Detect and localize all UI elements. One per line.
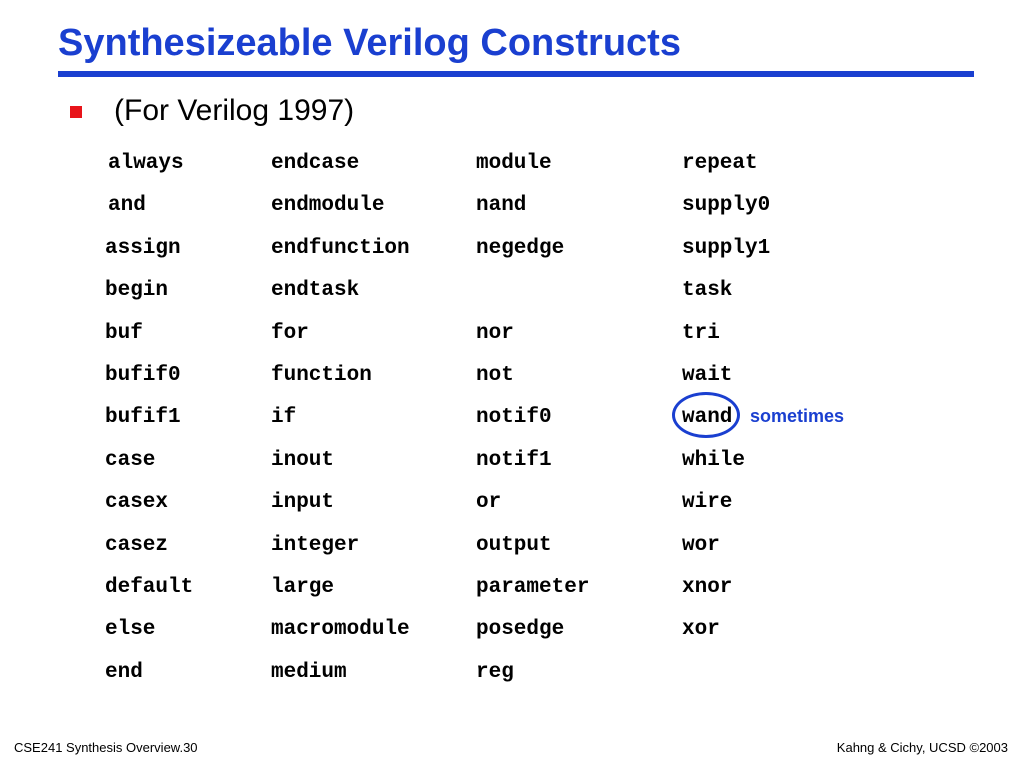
keyword-2-4: endtask xyxy=(271,279,360,302)
keyword-1-1: always xyxy=(108,152,184,175)
keyword-1-4: begin xyxy=(105,279,169,302)
keyword-1-9: casex xyxy=(105,491,169,514)
keyword-1-8: case xyxy=(105,449,156,472)
keyword-1-10: casez xyxy=(105,534,169,557)
footer-right: Kahng & Cichy, UCSD ©2003 xyxy=(836,740,1008,755)
keyword-3-2: nand xyxy=(476,194,527,217)
keyword-2-2: endmodule xyxy=(271,194,385,217)
keyword-3-13: reg xyxy=(476,661,514,684)
keyword-1-7: bufif1 xyxy=(105,406,181,429)
keyword-4-11: xnor xyxy=(682,576,733,599)
keyword-3-11: parameter xyxy=(476,576,590,599)
keyword-2-12: macromodule xyxy=(271,618,410,641)
keyword-3-1: module xyxy=(476,152,552,175)
keyword-1-3: assign xyxy=(105,237,181,260)
keyword-2-5: for xyxy=(271,322,309,345)
keyword-2-13: medium xyxy=(271,661,347,684)
keyword-1-6: bufif0 xyxy=(105,364,181,387)
keyword-1-11: default xyxy=(105,576,194,599)
keyword-2-3: endfunction xyxy=(271,237,410,260)
keyword-2-7: if xyxy=(271,406,297,429)
keyword-1-12: else xyxy=(105,618,156,641)
keyword-4-2: supply0 xyxy=(682,194,771,217)
footer-left: CSE241 Synthesis Overview.30 xyxy=(14,740,198,755)
keyword-2-10: integer xyxy=(271,534,360,557)
keyword-3-3: negedge xyxy=(476,237,565,260)
keyword-2-8: inout xyxy=(271,449,335,472)
keyword-3-5: nor xyxy=(476,322,514,345)
keyword-1-2: and xyxy=(108,194,146,217)
keyword-3-12: posedge xyxy=(476,618,565,641)
keyword-4-4: task xyxy=(682,279,733,302)
keyword-3-9: or xyxy=(476,491,502,514)
keyword-2-11: large xyxy=(271,576,335,599)
keyword-3-6: not xyxy=(476,364,514,387)
bullet-text: (For Verilog 1997) xyxy=(114,94,355,127)
keyword-3-7: notif0 xyxy=(476,406,552,429)
keyword-4-10: wor xyxy=(682,534,720,557)
keyword-3-8: notif1 xyxy=(476,449,552,472)
keyword-4-7: wand xyxy=(682,406,733,429)
annotation-sometimes: sometimes xyxy=(750,406,845,426)
keyword-4-1: repeat xyxy=(682,152,758,175)
title-underline xyxy=(58,71,974,77)
slide-title: Synthesizeable Verilog Constructs xyxy=(58,22,681,64)
keyword-4-3: supply1 xyxy=(682,237,771,260)
keyword-1-13: end xyxy=(105,661,143,684)
keyword-4-12: xor xyxy=(682,618,720,641)
keyword-3-10: output xyxy=(476,534,552,557)
keyword-2-9: input xyxy=(271,491,335,514)
highlight-circle xyxy=(672,392,740,438)
keyword-4-8: while xyxy=(682,449,746,472)
keyword-4-5: tri xyxy=(682,322,720,345)
keyword-2-6: function xyxy=(271,364,372,387)
bullet-marker xyxy=(70,106,82,118)
keyword-4-9: wire xyxy=(682,491,733,514)
keyword-2-1: endcase xyxy=(271,152,360,175)
keyword-1-5: buf xyxy=(105,322,143,345)
keyword-4-6: wait xyxy=(682,364,733,387)
